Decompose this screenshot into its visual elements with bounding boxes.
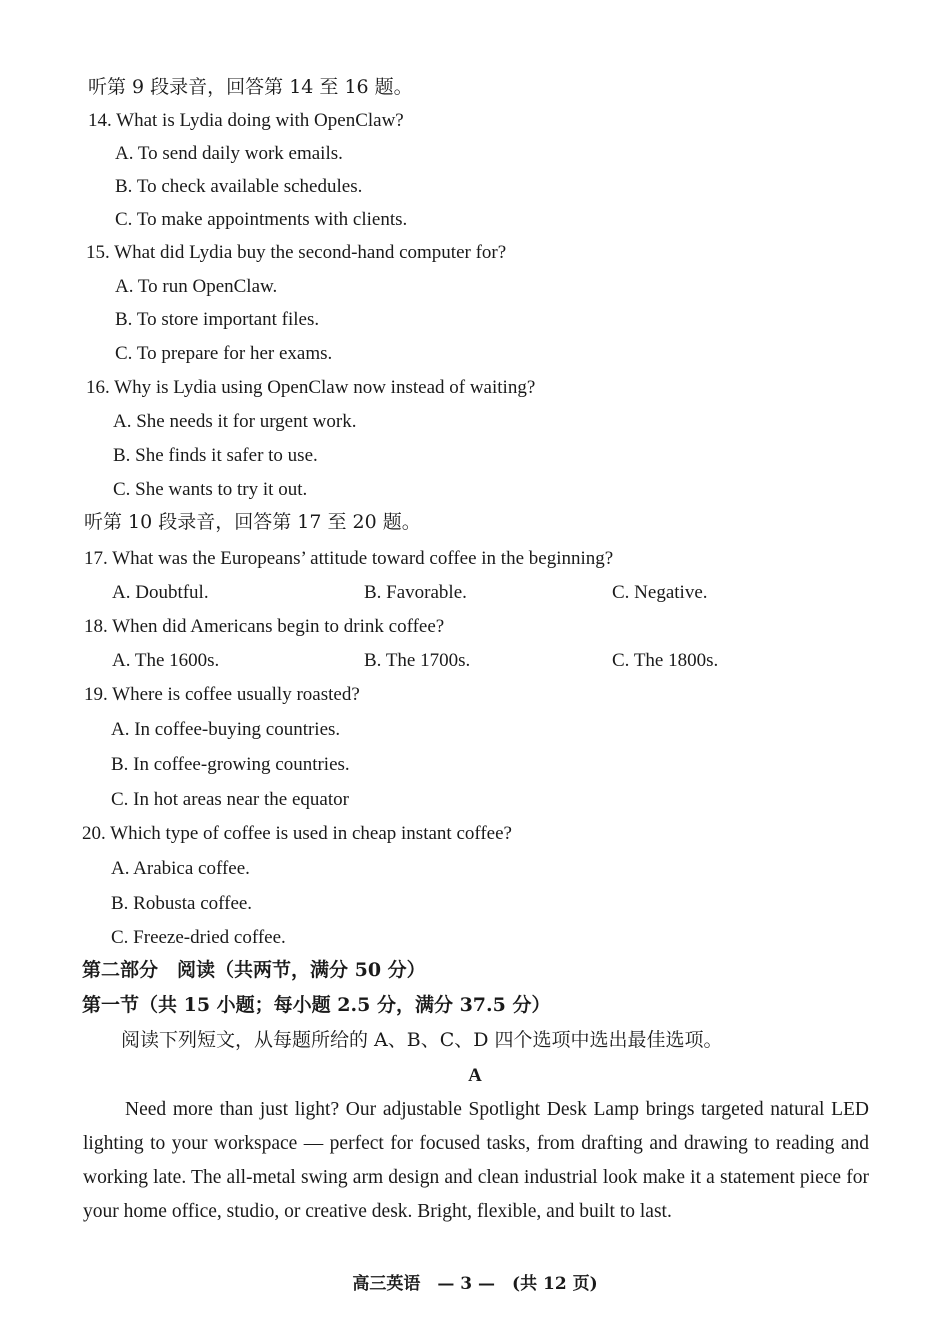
question-15-option-a: A. To run OpenClaw. xyxy=(115,276,278,297)
section-9-instruction: 听第 9 段录音，回答第 14 至 16 题。 xyxy=(88,76,413,98)
question-14-option-c: C. To make appointments with clients. xyxy=(115,209,408,230)
question-16-option-b: B. She finds it safer to use. xyxy=(113,445,318,466)
passage-label: A xyxy=(468,1065,482,1086)
section-10-instruction: 听第 10 段录音，回答第 17 至 20 题。 xyxy=(84,511,421,533)
part-2-heading: 第二部分 阅读（共两节，满分 50 分） xyxy=(82,959,426,981)
reading-instruction: 阅读下列短文，从每题所给的 A、B、C、D 四个选项中选出最佳选项。 xyxy=(121,1029,723,1051)
question-19-stem: 19. Where is coffee usually roasted? xyxy=(84,684,360,705)
question-15-option-b: B. To store important files. xyxy=(115,309,320,330)
question-14-option-b: B. To check available schedules. xyxy=(115,176,363,197)
question-19-option-a: A. In coffee-buying countries. xyxy=(111,719,341,740)
question-20-option-c: C. Freeze-dried coffee. xyxy=(111,927,286,948)
question-18-option-a: A. The 1600s. xyxy=(112,650,220,671)
question-18-stem: 18. When did Americans begin to drink coffee? xyxy=(84,616,445,637)
question-18-option-b: B. The 1700s. xyxy=(364,650,471,671)
question-16-option-c: C. She wants to try it out. xyxy=(113,479,308,500)
question-20-option-a: A. Arabica coffee. xyxy=(111,858,250,879)
question-15-option-c: C. To prepare for her exams. xyxy=(115,343,333,364)
section-1-heading: 第一节（共 15 小题；每小题 2.5 分，满分 37.5 分） xyxy=(82,994,551,1016)
question-17-stem: 17. What was the Europeans’ attitude toward coffee in the beginning? xyxy=(84,548,614,569)
question-19-option-c: C. In hot areas near the equator xyxy=(111,789,349,810)
question-20-stem: 20. Which type of coffee is used in cheap instant coffee? xyxy=(82,823,512,844)
question-17-option-a: A. Doubtful. xyxy=(112,582,209,603)
question-16-stem: 16. Why is Lydia using OpenClaw now instead of waiting? xyxy=(86,377,536,398)
question-14-option-a: A. To send daily work emails. xyxy=(115,143,343,164)
question-17-option-b: B. Favorable. xyxy=(364,582,467,603)
question-15-stem: 15. What did Lydia buy the second-hand computer for? xyxy=(86,242,507,263)
page-footer: 高三英语 — 3 — (共 12 页) xyxy=(352,1274,598,1294)
question-18-option-c: C. The 1800s. xyxy=(612,650,719,671)
passage-a-text: Need more than just light? Our adjustable Spotlight Desk Lamp brings targeted natural LED lighting to your workspace — perfect for focused tasks, from drafting and drawing to reading and working late. The all-metal swing arm design and clean industrial look make it a statement piece for your home office, studio, or creative desk. Bright, flexible, and built to last. xyxy=(83,1099,869,1222)
question-17-option-c: C. Negative. xyxy=(612,582,708,603)
question-14-stem: 14. What is Lydia doing with OpenClaw? xyxy=(88,110,404,131)
question-19-option-b: B. In coffee-growing countries. xyxy=(111,754,350,775)
question-16-option-a: A. She needs it for urgent work. xyxy=(113,411,357,432)
question-20-option-b: B. Robusta coffee. xyxy=(111,893,253,914)
